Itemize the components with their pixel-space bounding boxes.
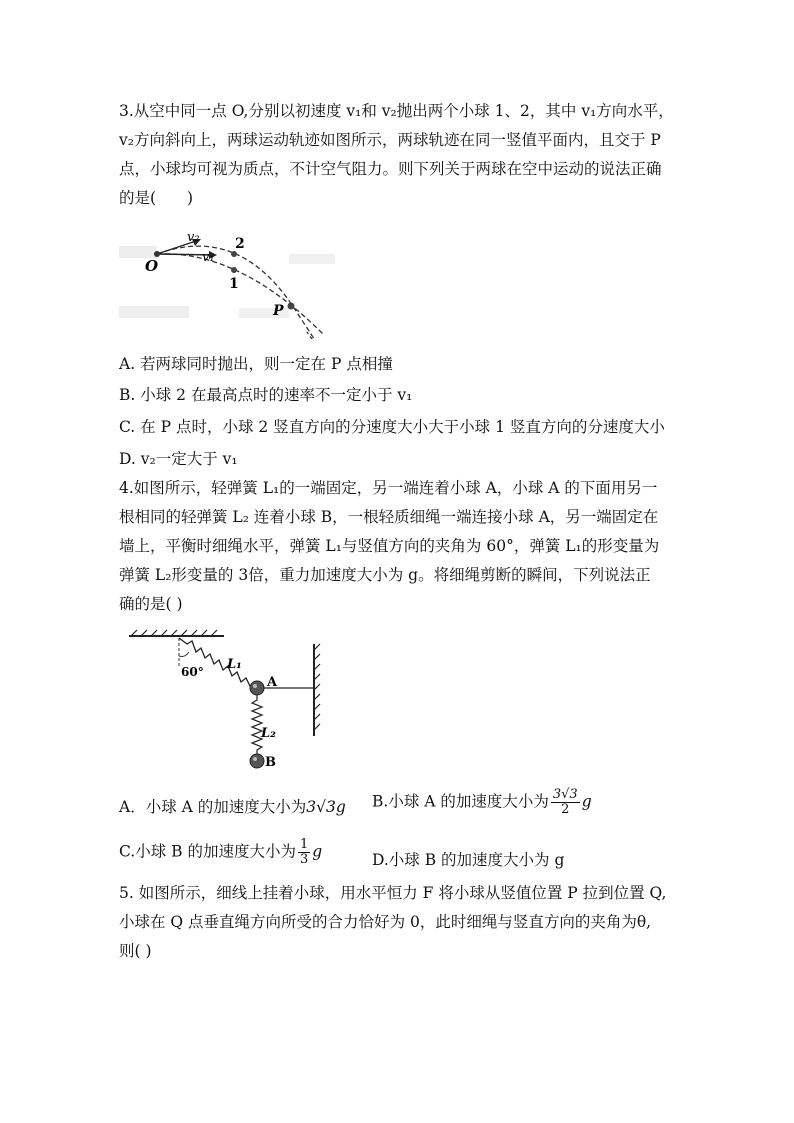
label-P: P — [273, 303, 284, 319]
spring-L2 — [252, 695, 262, 755]
q3-stem — [119, 97, 679, 213]
label-1: 1 — [229, 276, 239, 292]
ball-B-highlight — [253, 757, 257, 761]
scan-artifact — [289, 254, 335, 264]
ball-B — [250, 754, 264, 768]
label-v2: v₂ — [187, 230, 200, 245]
q3-line: 3.从空中同一点 O,分别以初速度 v₁和 v₂抛出两个小球 1、2，其中 v₁方向水平， — [119, 102, 674, 120]
q4-option-a-math: 3√3g — [306, 798, 346, 816]
q4-line: 弹簧 L₂形变量的 3倍，重力加速度大小为 g。将细绳剪断的瞬间，下列说法正 — [119, 566, 651, 584]
label-L2: L₂ — [261, 726, 276, 741]
angle-arc — [179, 652, 189, 657]
q4-line: 墙上，平衡时细绳水平，弹簧 L₁与竖值方向的夹角为 60°，弹簧 L₁的形变量为 — [119, 537, 660, 555]
label-L1: L₁ — [227, 657, 242, 672]
q4-line: 确的是( ) — [119, 595, 183, 613]
ball-A — [250, 681, 264, 695]
q4-line: 根相同的轻弹簧 L₂ 连着小球 B，一根轻质细绳一端连接小球 A，另一端固定在 — [119, 508, 659, 526]
q5-stem — [119, 879, 679, 966]
q3-option-c: C. 在 P 点时，小球 2 竖直方向的分速度大小大于小球 1 竖直方向的分速度大小 — [119, 418, 665, 436]
scan-artifact — [119, 306, 189, 318]
label-B: B — [265, 755, 276, 770]
q3-option-d: D. v₂一定大于 v₁ — [119, 450, 238, 468]
label-v1: v₁ — [202, 250, 215, 265]
q3-line: 的是( ) — [119, 189, 194, 207]
q4-option-b-unit: g — [581, 792, 592, 811]
q4-option-a-text: A．小球 A 的加速度大小为 — [119, 798, 307, 816]
q4-stem — [119, 474, 679, 619]
q4-option-c-unit: g — [312, 842, 323, 861]
q4-option-a — [119, 795, 346, 817]
label-O: O — [145, 257, 159, 275]
q3-trajectory-figure — [119, 224, 339, 339]
q3-line: v₂方向斜向上，两球运动轨迹如图所示，两球轨迹在同一竖值平面内，且交于 P — [119, 131, 661, 149]
q4-option-b-numerator: 3√3 — [552, 787, 578, 802]
ball-A-highlight — [253, 684, 257, 688]
q4-option-b-fraction — [551, 788, 580, 817]
trajectory-1 — [157, 254, 323, 334]
q3-option-b: B. 小球 2 在最高点时的速率不一定小于 v₁ — [119, 386, 413, 404]
q5-line: 则( ) — [119, 942, 152, 960]
q4-option-b-text: B.小球 A 的加速度大小为 — [372, 792, 549, 811]
q5-line: 5. 如图所示，细线上挂着小球，用水平恒力 F 将小球从竖值位置 P 拉到位置 Q, — [119, 884, 667, 902]
q3-line: 点，小球均可视为质点，不计空气阻力。则下列关于两球在空中运动的说法正确 — [119, 160, 662, 178]
point-P — [288, 303, 295, 310]
q4-option-b-denominator: 2 — [561, 802, 570, 817]
q4-option-c-text: C.小球 B 的加速度大小为 — [119, 842, 296, 861]
q4-option-b — [372, 788, 592, 817]
label-angle: 60° — [181, 665, 204, 679]
q4-option-c — [119, 838, 322, 867]
q5-line: 小球在 Q 点垂直绳方向所受的合力恰好为 0，此时细绳与竖直方向的夹角为θ, — [119, 913, 652, 931]
q4-option-c-fraction — [298, 838, 310, 867]
q4-option-c-numerator: 1 — [299, 837, 309, 852]
q4-option-c-denominator: 3 — [299, 852, 309, 867]
ball-1 — [231, 267, 237, 273]
label-A: A — [267, 675, 278, 690]
label-2: 2 — [235, 236, 245, 252]
q4-option-d: D.小球 B 的加速度大小为 g — [372, 851, 565, 869]
q3-option-a: A. 若两球同时抛出，则一定在 P 点相撞 — [119, 355, 393, 373]
q4-spring-figure — [119, 628, 349, 776]
q4-line: 4.如图所示，轻弹簧 L₁的一端固定，另一端连着小球 A，小球 A 的下面用另一 — [119, 479, 658, 497]
spring-L1 — [179, 638, 257, 688]
